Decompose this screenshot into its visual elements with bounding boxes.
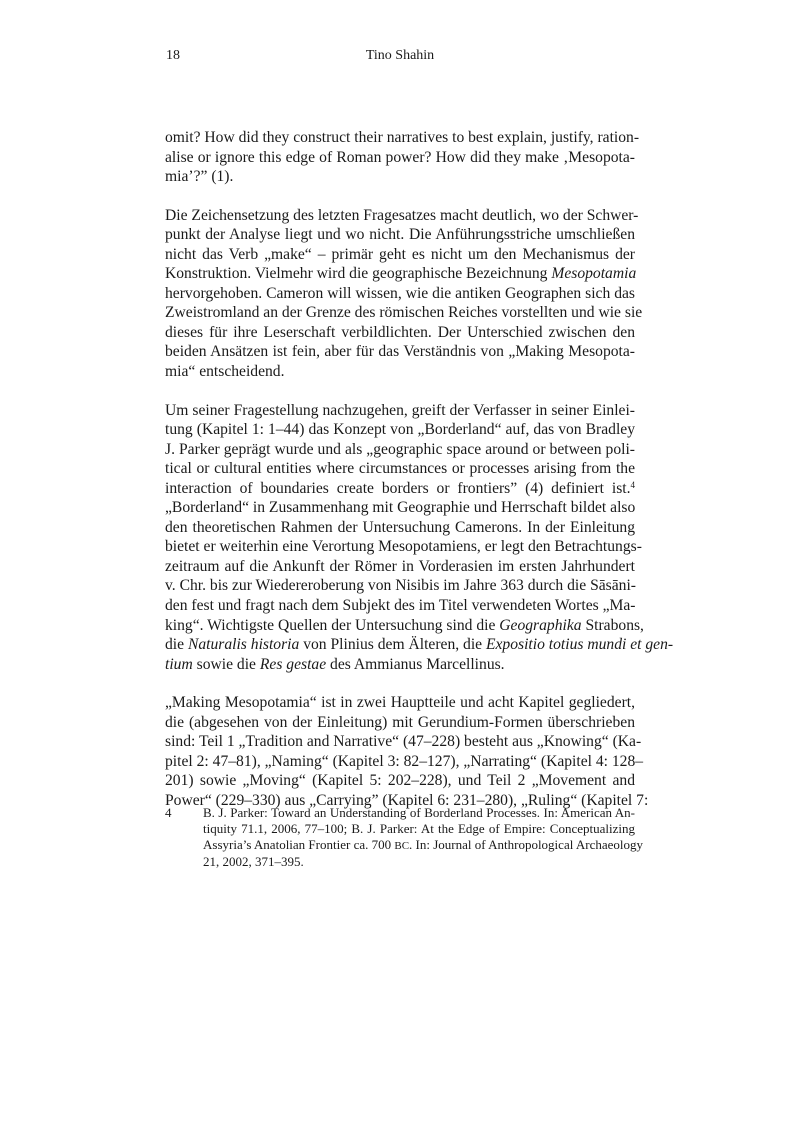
- italic-text: Geographika: [499, 616, 582, 634]
- text-segment: Assyria’s Anatolian Frontier ca. 700: [203, 837, 395, 853]
- text-segment: Konstruktion. Vielmehr wird die geographische Bezeichnung: [165, 265, 552, 283]
- text-line: [165, 420, 635, 440]
- text-line: [165, 128, 640, 148]
- text-line: [165, 713, 635, 733]
- footnote: [165, 805, 643, 870]
- text-segment: 201) sowie „Moving“ (Kapitel 5: 202–228), und Teil 2 „Movement and: [165, 772, 635, 790]
- text-segment: mia“ entscheidend.: [165, 363, 285, 381]
- text-segment: Zweistromland an der Grenze des römischen Reiches vorstellten und wie sie: [165, 304, 643, 322]
- text-line: [165, 693, 635, 713]
- text-line: [165, 148, 635, 168]
- text-line: [165, 479, 635, 499]
- text-segment: beiden Ansätzen ist fein, aber für das Verständnis von „Making Mesopota-: [165, 343, 635, 361]
- text-segment: 21, 2002, 371–395.: [203, 853, 304, 869]
- text-segment: sind: Teil 1 „Tradition and Narrative“ (47–228) besteht aus „Knowing“ (Ka-: [165, 733, 642, 751]
- text-line: [203, 854, 635, 870]
- text-segment: bietet er weiterhin eine Verortung Mesopotamiens, er legt den Betrachtungs-: [165, 538, 642, 556]
- text-segment: die (abgesehen von der Einleitung) mit Gerundium-Formen überschrieben: [165, 713, 635, 731]
- text-segment: interaction of boundaries create borders or frontiers” (4) definiert ist.: [165, 479, 631, 497]
- italic-text: Naturalis historia: [187, 636, 300, 654]
- text-segment: hervorgehoben. Cameron will wissen, wie die antiken Geographen sich das: [165, 284, 635, 302]
- text-segment: dieses für ihre Leserschaft verbildlichten. Der Unterschied zwischen den: [165, 323, 635, 341]
- text-segment: . In: Journal of Anthropological Archaeology: [409, 837, 643, 853]
- text-segment: king“. Wichtigste Quellen der Untersuchung sind die: [165, 616, 500, 634]
- text-segment: Strabons,: [581, 616, 644, 634]
- text-line: [165, 362, 635, 382]
- text-line: [165, 225, 635, 245]
- text-line: [165, 284, 635, 304]
- text-line: [203, 837, 643, 853]
- italic-text: Res gestae: [259, 655, 327, 673]
- text-segment: tiquity 71.1, 2006, 77–100; B. J. Parker: At the Edge of Empire: Conceptualizing: [203, 821, 635, 837]
- text-segment: den theoretischen Rahmen der Untersuchung Camerons. In der Einleitung: [165, 518, 635, 536]
- text-line: [165, 655, 635, 675]
- text-line: [165, 303, 643, 323]
- text-segment: tical or cultural entities where circumstances or processes arising from the: [165, 460, 635, 478]
- italic-text: Mesopotamia: [551, 265, 637, 283]
- text-line: [165, 401, 635, 421]
- paragraph: [165, 128, 640, 187]
- text-segment: „Making Mesopotamia“ ist in zwei Hauptteile und acht Kapitel gegliedert,: [165, 694, 635, 712]
- text-segment: den fest und fragt nach dem Subjekt des im Titel verwendeten Wortes „Ma-: [165, 597, 636, 615]
- text-line: [165, 440, 635, 460]
- text-line: [165, 206, 639, 226]
- text-line: [165, 342, 635, 362]
- text-segment: „Borderland“ in Zusammenhang mit Geographie und Herrschaft bildet also: [165, 499, 636, 517]
- text-line: [165, 245, 635, 265]
- text-line: [203, 821, 635, 837]
- paragraph: [165, 401, 674, 675]
- text-line: [165, 459, 635, 479]
- text-line: [165, 635, 674, 655]
- text-segment: von Plinius dem Älteren, die: [299, 636, 486, 654]
- body-text: [165, 128, 674, 830]
- text-line: [165, 732, 642, 752]
- text-segment: sowie die: [192, 655, 260, 673]
- text-segment: tung (Kapitel 1: 1–44) das Konzept von „Borderland“ auf, das von Bradley: [165, 421, 635, 439]
- text-line: [165, 323, 635, 343]
- text-line: [165, 498, 635, 518]
- text-segment: mia’?” (1).: [165, 168, 234, 186]
- text-line: [165, 596, 635, 616]
- text-segment: Um seiner Fragestellung nachzugehen, greift der Verfasser in seiner Einlei-: [165, 401, 635, 419]
- footnote-text: [203, 805, 643, 870]
- text-segment: alise or ignore this edge of Roman power? How did they make ‚Mesopota-: [165, 148, 635, 166]
- running-head: Tino Shahin: [365, 48, 435, 63]
- footnote-number: 4: [165, 805, 172, 820]
- italic-text: tium: [165, 655, 193, 673]
- italic-text: Expositio totius mundi et gen-: [485, 636, 674, 654]
- text-line: [165, 518, 635, 538]
- text-line: [165, 752, 644, 772]
- text-segment: pitel 2: 47–81), „Naming“ (Kapitel 3: 82–127), „Narrating“ (Kapitel 4: 128–: [165, 752, 644, 770]
- text-segment: des Ammianus Marcellinus.: [326, 655, 505, 673]
- footnote-reference[interactable]: 4: [630, 479, 635, 490]
- text-segment: omit? How did they construct their narratives to best explain, justify, ration-: [165, 129, 640, 146]
- text-line: [165, 576, 635, 596]
- text-segment: nicht das Verb „make“ – primär geht es nicht um den Mechanismus der: [165, 245, 635, 263]
- text-segment: zeitraum auf die Ankunft der Römer in Vorderasien im ersten Jahrhundert: [165, 557, 635, 575]
- text-line: [165, 537, 642, 557]
- text-line: [165, 167, 635, 187]
- text-line: [203, 805, 635, 821]
- text-segment: B. J. Parker: Toward an Understanding of Borderland Processes. In: American An-: [203, 805, 635, 820]
- text-line: [165, 616, 644, 636]
- text-segment: Power“ (229–330) aus „Carrying” (Kapitel 6: 231–280), „Ruling“ (Kapitel 7:: [165, 791, 649, 809]
- paragraph: [165, 206, 643, 382]
- text-segment: J. Parker geprägt wurde und als „geographic space around or between poli-: [165, 440, 635, 458]
- text-line: [165, 771, 635, 791]
- text-segment: v. Chr. bis zur Wiedereroberung von Nisibis im Jahre 363 durch die Sāsāni-: [165, 577, 636, 595]
- text-line: [165, 264, 635, 284]
- paragraph: [165, 693, 649, 810]
- text-line: [165, 557, 635, 577]
- text-segment: die: [165, 636, 188, 654]
- text-segment: Die Zeichensetzung des letzten Fragesatzes macht deutlich, wo der Schwer-: [165, 206, 639, 224]
- page-number: 18: [166, 48, 180, 63]
- text-segment: punkt der Analyse liegt und wo nicht. Die Anführungsstriche umschließen: [165, 226, 635, 244]
- text-segment: BC: [394, 840, 410, 853]
